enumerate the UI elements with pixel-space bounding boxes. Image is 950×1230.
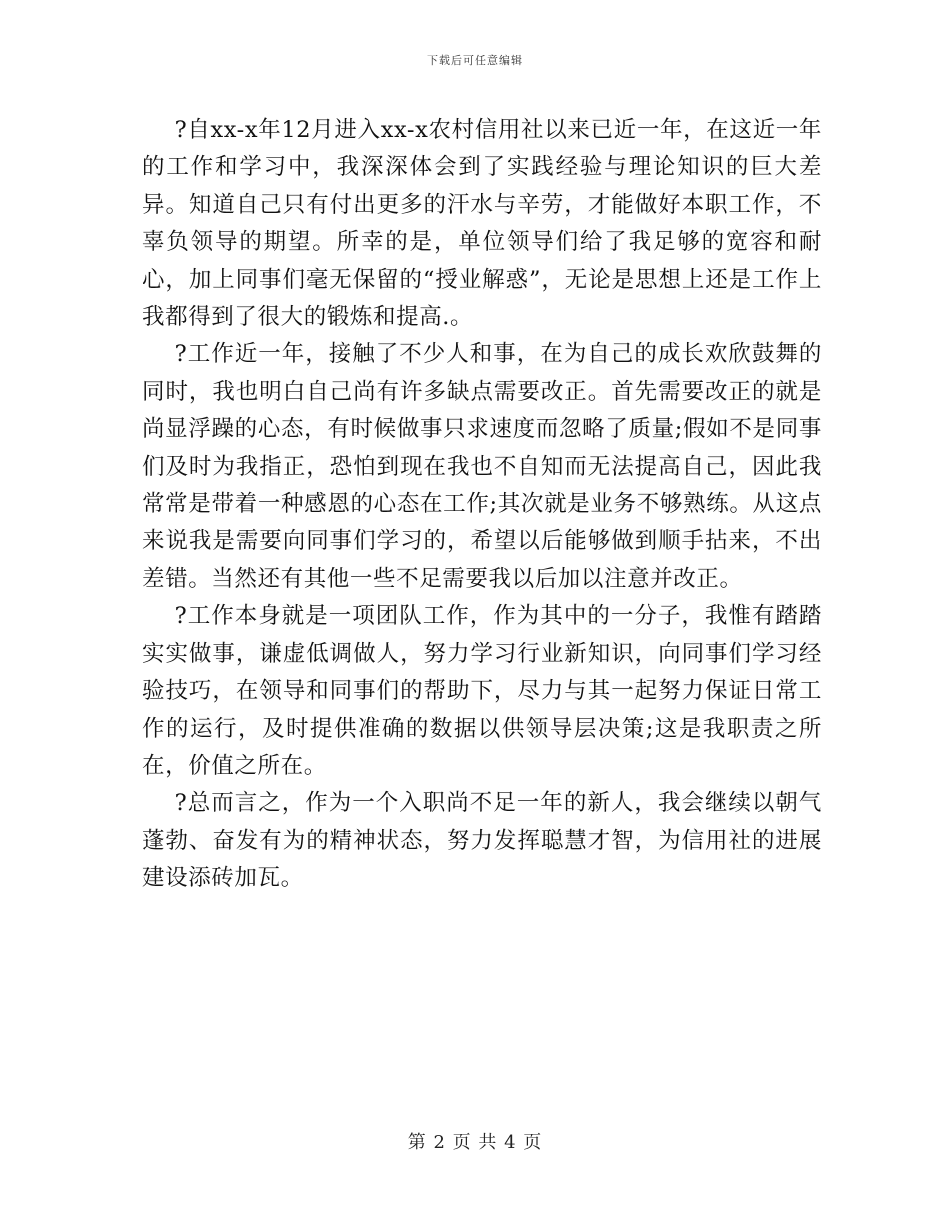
paragraph-1: ?自xx-x年12月进入xx-x农村信用社以来已近一年，在这近一年的工作和学习中，我深深体会到了实践经验与理论知识的巨大差异。知道自己只有付出更多的汗水与辛劳，才能做好本职工作，不辜负领导的期望。所幸的是，单位领导们给了我足够的宽容和耐心，加上同事们毫无保留的“授业解惑”，无论是思想上还是工作上我都得到了很大的锻炼和提高.。	[142, 117, 822, 331]
document-body	[142, 112, 822, 898]
paragraph-3: ?工作本身就是一项团队工作，作为其中的一分子，我惟有踏踏实实做事，谦虚低调做人，努力学习行业新知识，向同事们学习经验技巧，在领导和同事们的帮助下，尽力与其一起努力保证日常工作的运行，及时提供准确的数据以供领导层决策;这是我职责之所在，价值之所在。	[142, 603, 822, 779]
page-header-note: 下载后可任意编辑	[427, 54, 523, 67]
paragraph-4: ?总而言之，作为一个入职尚不足一年的新人，我会继续以朝气蓬勃、奋发有为的精神状态，努力发挥聪慧才智，为信用社的进展建设添砖加瓦。	[142, 790, 822, 892]
page-number-footer: 第 2 页 共 4 页	[407, 1132, 543, 1153]
paragraph-2: ?工作近一年，接触了不少人和事，在为自己的成长欢欣鼓舞的同时，我也明白自己尚有许多缺点需要改正。首先需要改正的就是尚显浮躁的心态，有时候做事只求速度而忽略了质量;假如不是同事们及时为我指正，恐怕到现在我也不自知而无法提高自己，因此我常常是带着一种感恩的心态在工作;其次就是业务不够熟练。从这点来说我是需要向同事们学习的，希望以后能够做到顺手拈来，不出差错。当然还有其他一些不足需要我以后加以注意并改正。	[142, 341, 822, 592]
